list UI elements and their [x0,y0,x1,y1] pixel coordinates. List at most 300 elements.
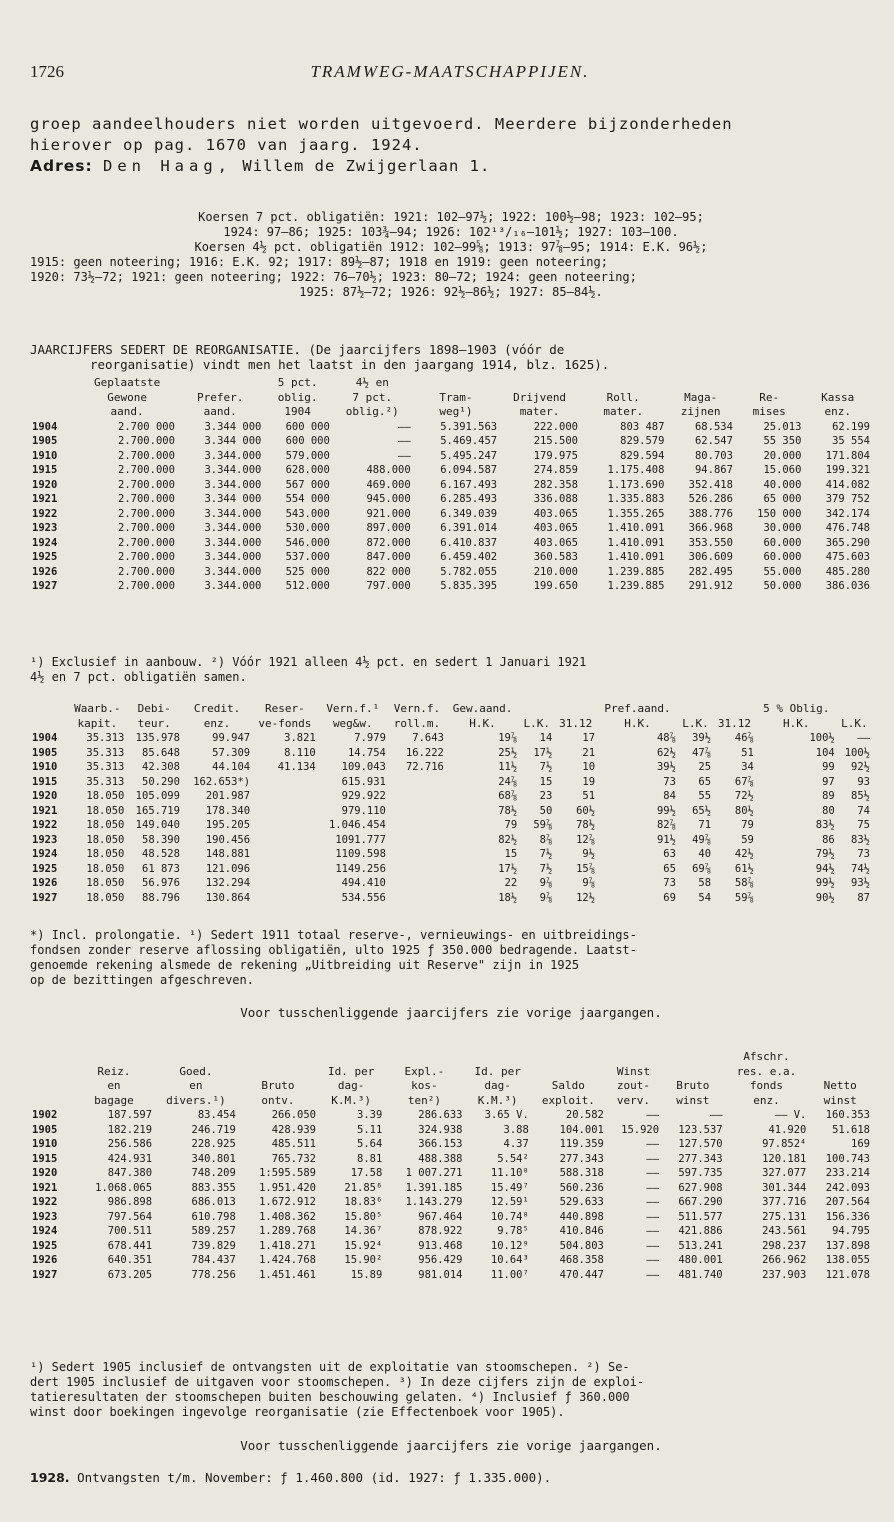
table-cell: 1.068.065 [95,1181,153,1194]
table-cell: 15.920 [621,1123,660,1136]
table-cell: 410.846 [559,1225,604,1237]
table-cell: 84 [663,790,676,802]
column-header: zout- [616,1079,651,1092]
table-cell: 511.577 [678,1210,723,1223]
section-heading-line: JAARCIJFERS SEDERT DE REORGANISATIE. (De jaarcijfers 1898—1903 (vóór de [30,342,565,357]
table-cell: 148.881 [205,848,251,860]
table-cell [388,891,446,906]
column-header: Kassa [821,390,855,404]
table-cell: 2.700.000 [118,536,175,549]
table-cell: 7½ [539,761,553,773]
table-cell: 69 [663,891,676,904]
table-cell: 3.344.000 [204,580,262,592]
table-cell: 256.586 [107,1138,153,1150]
table-cell: 4.37 [503,1138,529,1150]
table-cell: 324.938 [418,1123,463,1136]
table-cell: 2.700.000 [118,565,175,578]
column-header [837,702,872,717]
table-cell: 79 [741,819,754,831]
column-header [238,1050,318,1065]
table-cell: 18.050 [86,877,125,889]
table-cell: 100½ [844,746,870,759]
table-cell: —— [646,1239,660,1252]
table-cell: 2.700.000 [118,507,175,520]
column-header: res. e.a. [736,1064,797,1078]
koersen-line: 1920: 73½—72; 1921: geen noteering; 1922: 76—70½; 1923: 80—72; 1924: geen noteering; [30,270,637,284]
column-header: Goed. [179,1064,213,1078]
table-cell: 59⅞ [533,819,553,831]
table-cell: 80 [822,804,835,817]
page-number: 1726 [30,62,64,81]
table-cell: 25½ [498,746,518,759]
column-header [803,376,872,391]
table-cell: 945.000 [366,493,411,505]
table-row [30,1123,872,1138]
table-row [30,579,872,594]
column-header [735,376,803,391]
column-header [30,1079,74,1094]
column-header: fonds [749,1079,784,1092]
column-header [74,1050,154,1065]
table-cell: 5.11 [357,1123,383,1136]
koersen-line: 1915: geen noteering; 1916: E.K. 92; 1917: 89½—87; 1918 en 1919: geen noteering; [30,255,608,269]
table-cell: 62½ [656,746,676,759]
table-row [30,789,872,804]
year-cell: 1904 [32,420,58,433]
year-cell: 1922 [32,1196,58,1208]
table-cell: 44.104 [212,761,251,773]
column-header: kos- [411,1079,438,1092]
column-header [678,702,713,717]
table-cell: 765.732 [271,1152,316,1165]
table-cell: 589.257 [191,1225,236,1237]
table-cell: 377.716 [762,1196,807,1208]
table-cell: 91½ [656,833,676,846]
table-cell: 3.344.000 [204,464,262,476]
table-cell: 403.065 [533,507,578,520]
table-cell: 627.908 [678,1181,723,1194]
year-cell: 1924 [32,848,58,860]
table-cell: 65 [698,775,712,788]
table-cell: 23 [539,790,553,802]
year-cell: 1921 [32,1181,58,1194]
table-cell: 353.550 [688,536,733,549]
table-cell: 546.000 [285,536,330,549]
table-cell: 17½ [498,862,518,875]
table-cell: 567 000 [285,478,330,491]
table-cell: 39½ [692,732,712,744]
footnote-line: *) Incl. prolongatie. ¹) Sedert 1911 totaal reserve-, vernieuwings- en uitbreidings- [30,928,637,942]
table-cell: 3.344.000 [204,449,262,462]
column-header: Prefer. [196,390,244,404]
table-cell: 42.308 [142,761,180,773]
footnote-line: op de bezittingen afgeschreven. [30,973,254,987]
column-header [30,1094,74,1109]
table-header-row [30,391,872,406]
column-header [808,1065,872,1080]
table-header-row [30,405,872,420]
footnote-table2 [30,928,872,988]
table-row [30,550,872,565]
table-cell: 352.418 [688,478,733,491]
table-cell: —— [646,1152,660,1165]
table-cell: 80.703 [694,449,733,462]
table-cell: 468.358 [559,1254,604,1266]
table-row [30,463,872,478]
table-cell [252,789,318,804]
column-header: Expl.- [404,1064,445,1078]
table-row [30,536,872,551]
table-cell: 1.451.461 [259,1268,316,1281]
table-cell: 99½ [656,804,676,817]
column-header: dag- [337,1079,365,1092]
table-cell: 55 [698,790,712,802]
table-cell: 156.336 [825,1210,870,1223]
column-header: Winst [616,1064,651,1078]
table-cell: 2.700.000 [118,493,175,505]
table-cell: 6.459.402 [440,551,498,563]
table-cell: 883.355 [191,1181,236,1194]
table-cell [252,891,318,906]
table-cell: 9.78⁵ [497,1225,529,1237]
table-cell: 88.796 [142,891,180,904]
table-cell: —— [398,420,411,433]
table-row [30,1239,872,1254]
table-cell: 878.922 [418,1225,463,1237]
table-cell: 6.167.493 [440,478,498,491]
column-header [30,391,77,406]
table-cell [388,804,446,819]
column-header: enz. [824,405,851,418]
column-header [554,702,597,717]
column-header: Roll. [606,390,640,404]
table-cell: —— [646,1109,660,1121]
table-cell: 65 [663,862,676,875]
column-header: 1904 [284,405,311,418]
table-cell: 979.110 [341,804,386,817]
section-note: Voor tusschenliggende jaarcijfers zie vorige jaargangen. [240,1438,662,1453]
table-cell: 1.289.768 [259,1225,316,1237]
table-cell: 872.000 [366,536,411,549]
table-cell: 59 [741,833,754,846]
table-cell: 1.424.768 [259,1254,316,1266]
table-cell: 35 554 [832,435,870,447]
table-cell: 233.214 [825,1167,870,1179]
column-header: oblig. [277,390,318,404]
table-cell: 921.000 [366,507,411,520]
table-cell: 10.12⁹ [490,1239,529,1252]
column-header [30,1050,74,1065]
table-cell: 62.199 [832,420,870,433]
table-header-row [30,1065,872,1080]
table-cell: 7½ [539,862,553,875]
column-header: Debi- [137,702,171,715]
year-cell: 1904 [32,732,58,744]
column-header [465,1050,531,1065]
table-cell [388,818,446,833]
table-cell: 414.082 [825,478,870,491]
column-header: Gew.aand. [452,702,513,715]
table-cell: 797.564 [107,1210,153,1223]
table-row [30,565,872,580]
column-header: 4½ en [355,376,389,389]
table-cell: 17½ [533,746,553,759]
table-cell: 195.205 [205,819,251,831]
table-cell: 2.700 000 [118,420,175,433]
table-cell: 71 [698,819,712,831]
table-cell: 123.537 [678,1123,723,1136]
table-cell: 119.359 [559,1138,604,1150]
table-cell: 21.85⁶ [344,1181,383,1194]
table-cell: 1091.777 [335,833,386,846]
table-cell: 803 487 [620,420,665,433]
table-row [30,891,872,906]
table-cell [388,847,446,862]
table-row [30,507,872,522]
column-header: bagage [94,1093,134,1107]
table-cell [252,818,318,833]
table-cell: 17 [582,732,596,744]
table-cell: 59⅞ [734,891,754,904]
table-cell: 11.00⁷ [490,1268,529,1281]
table-cell: 5.835.395 [440,580,498,592]
table-cell: 34 [741,761,754,773]
table-cell: 327.077 [762,1167,807,1179]
table-cell: 48.528 [142,848,180,860]
table-cell: 50.000 [763,580,802,592]
table-cell: 266.050 [271,1109,316,1121]
table-cell: 18.050 [86,833,125,846]
table-cell: 340.801 [191,1152,236,1165]
year-cell: 1926 [32,565,58,578]
table-cell: 615.931 [341,775,386,788]
table-row [30,862,872,877]
table-cell: 3.344 000 [204,435,262,447]
table-cell: 100½ [809,732,835,744]
table-cell: 797.000 [366,580,411,592]
column-header [413,376,499,391]
column-header [531,1050,606,1065]
table-cell: 121.078 [825,1268,870,1281]
table-row [30,847,872,862]
year-cell: 1925 [32,551,58,563]
table-cell: 3.344 000 [204,420,262,433]
table-header-row [30,1094,872,1109]
table-cell: 9⅞ [539,877,553,889]
year-cell: 1922 [32,507,58,520]
table-cell: 97 [822,775,835,788]
table-cell: 51 [741,746,754,759]
table-cell: 56.976 [142,877,180,889]
table-cell [252,876,318,891]
table-cell: 60½ [576,804,596,817]
column-header: Reser- [265,702,305,715]
table-cell: 277.343 [678,1152,723,1165]
column-header: verv. [616,1093,651,1107]
year-cell: 1915 [32,775,58,788]
table-cell: 74 [857,804,870,817]
table-cell: 537.000 [285,551,330,563]
section-note: Voor tusschenliggende jaarcijfers zie vorige jaargangen. [240,1005,662,1020]
table-cell: —— [646,1181,660,1194]
table-cell: 700.511 [107,1225,153,1237]
table-cell: 956.429 [418,1254,463,1266]
table-cell: 3.344 000 [204,493,262,505]
table-cell: 301.344 [762,1181,807,1194]
table-cell [388,833,446,848]
table-cell: 39½ [656,761,676,773]
koersen-line: Koersen 7 pct. obligatiën: 1921: 102—97½; 1922: 100½—98; 1923: 102—95; [198,210,704,224]
table-cell: 1.335.883 [607,493,665,505]
table-cell: 15.49⁷ [490,1181,529,1194]
table-cell: 87 [857,891,870,904]
table-cell: 5.391.563 [440,420,498,433]
table-cell: 403.065 [533,522,578,534]
column-header: Tram- [439,390,473,404]
table-row [30,804,872,819]
column-header [30,717,68,732]
year-cell: 1902 [32,1109,58,1121]
column-header [30,405,77,420]
table-cell: 306.609 [688,551,733,563]
column-header [808,1050,872,1065]
column-header: L.K. [682,716,709,730]
table-cell: 513.241 [678,1239,723,1252]
table-cell: 1.951.420 [259,1181,316,1194]
table-cell: 120.181 [762,1152,807,1165]
year-cell: 1924 [32,1225,58,1237]
table-cell: 2.700.000 [118,478,175,491]
column-header: ve-fonds [258,716,312,730]
footnote-line: 4½ en 7 pct. obligatiën samen. [30,670,247,684]
table-cell: 1.410.091 [607,536,665,549]
table-cell: 274.859 [533,464,578,476]
table-cell: 8⅞ [539,833,553,846]
footnote-line: winst door boekingen ingevolge reorganisatie (zie Effectenboek voor 1905). [30,1405,565,1419]
year-cell: 1921 [32,493,58,505]
table-row [30,521,872,536]
table-cell: 228.925 [191,1138,236,1150]
table-cell: 3.39 [357,1109,383,1121]
table-cell: 83½ [851,833,870,846]
table-cell: 89 [822,790,835,802]
column-header: aand. [110,405,144,418]
table-cell: 18.050 [86,862,125,875]
table-cell: 73 [663,775,676,788]
table-cell: 897.000 [366,522,411,534]
table-header-row [30,717,872,732]
table-cell: 40 [698,848,712,860]
table-cell: 12.59¹ [490,1196,529,1208]
table-cell: 242.093 [825,1181,870,1194]
table-cell: 554 000 [285,493,330,505]
table-cell [388,775,446,790]
table-cell: 47⅞ [692,746,712,759]
column-header: Pref.aand. [604,702,671,715]
table-cell: 277.343 [559,1152,604,1165]
column-header: enz. [203,716,231,730]
table-row [30,449,872,464]
table-cell: 1.410.091 [607,551,665,563]
table-cell: 2.700.000 [118,435,175,447]
table-row [30,1268,872,1283]
table-cell: 667.290 [678,1196,723,1208]
table-cell: 179.975 [533,449,578,462]
footnote-line: ¹) Sedert 1905 inclusief de ontvangsten uit de exploitatie van stoomschepen. ²) Se- [30,1360,630,1374]
column-header [531,1065,606,1080]
footnote-line: fondsen zonder reserve aflossing obligatiën, ulto 1925 ƒ 350.000 bedragende. Laatst- [30,943,637,957]
column-header: Bruto [676,1079,710,1092]
table-cell: 5.782.055 [440,565,498,578]
table-cell: 121.096 [205,862,251,875]
year-cell: 1920 [32,478,58,491]
column-header: en [107,1079,121,1092]
column-header [177,376,263,391]
table-cell: 97.852⁴ [762,1138,807,1150]
table-cell: 379 752 [825,493,870,505]
table-cell: 20.000 [763,449,802,462]
column-header: Drijvend [513,390,567,404]
table-cell: 132.294 [205,877,251,889]
year-cell: 1905 [32,435,58,447]
table-cell: 171.804 [825,449,870,462]
table-cell: 99 [822,761,835,773]
table-cell: 3.344.000 [204,551,262,563]
footnote-table3 [30,1360,872,1420]
table-cell: 22 [504,877,518,889]
table-cell: 83½ [815,819,835,831]
table-cell: —— [646,1268,660,1281]
koersen-line: 1924: 97—86; 1925: 103¾—94; 1926: 102¹³/₁₆—101½; 1927: 103—100. [223,225,679,239]
column-header: Geplaatste [93,376,161,389]
table-cell [252,775,318,790]
table-cell: 49⅞ [692,833,712,846]
table-cell: 470.447 [559,1268,604,1281]
footnote-line: dert 1905 inclusief de uitgaven voor stoomschepen. ³) In deze cijfers zijn de exploi- [30,1375,645,1389]
table-cell: 11½ [498,761,518,773]
table-cell: 986.898 [107,1196,153,1208]
table-cell: 17.58 [350,1167,383,1179]
table-cell: —— [398,435,411,447]
table-cell: 80½ [734,804,754,817]
table-cell: 237.903 [762,1268,807,1281]
column-header: Re- [759,390,780,404]
column-header: Afschr. [743,1050,790,1063]
table-cell: 1.143.279 [405,1196,463,1208]
table-cell: 40.000 [763,478,802,491]
ontvangsten-line [30,1470,872,1485]
table-cell: 94.867 [694,464,733,476]
year-cell: 1921 [32,804,58,817]
page-header [30,62,870,88]
table-cell: 15.92⁴ [344,1239,383,1252]
table-cell: 99.947 [212,732,251,744]
column-header: Gewone [107,390,147,404]
year-cell: 1926 [32,1254,58,1266]
intro-line: groep aandeelhouders niet worden uitgevoerd. Meerdere bijzonderheden [30,115,733,133]
table-cell: 24⅞ [498,775,518,788]
table-header-row [30,702,872,717]
table-cell: —— [857,732,870,744]
table-cell: 18.050 [86,891,125,904]
table-cell: 1.391.185 [405,1181,463,1194]
table-cell: 58.390 [142,833,180,846]
column-header: Bruto [261,1079,295,1092]
address-street: Willem de Zwijgerlaan 1. [242,157,491,175]
column-header: H.K. [624,716,651,730]
table-cell: 336.088 [533,493,578,505]
table-cell: 15.060 [763,464,802,476]
